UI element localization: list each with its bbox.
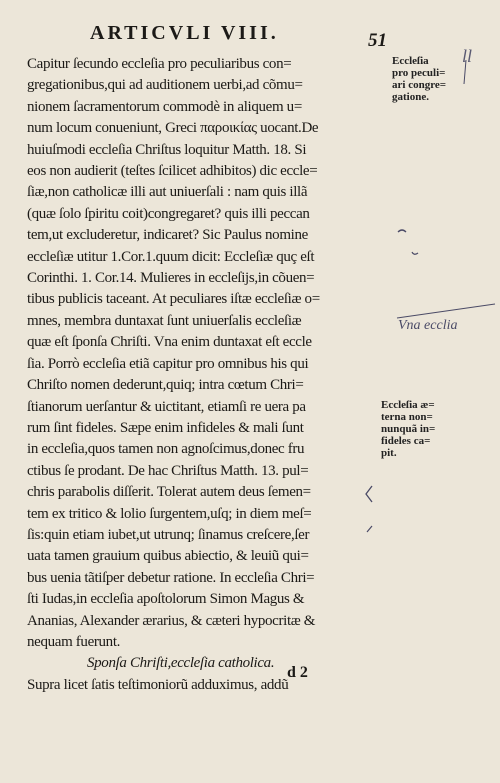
- margin-note-line: terna non=: [381, 411, 433, 423]
- text-line: bus uenia tãtiſper debetur ratione. In eccleſia Chri=: [27, 569, 315, 586]
- text-line: ctibus ſe prodant. De hac Chriſtus Matth. 13. pul=: [27, 462, 309, 479]
- text-line: ſis:quin etiam iubet,ut utrunq; ſinamus creſcere,ſer: [27, 526, 310, 543]
- text-line: Supra licet ſatis teſtimoniorũ adduximus, addũ: [27, 676, 289, 693]
- margin-note-line: pro peculi=: [392, 67, 446, 79]
- text-line: rum ſint fideles. Sæpe enim infideles & mali ſunt: [27, 419, 304, 436]
- text-line: quæ eſt ſponſa Chriſti. Vna enim duntaxat eſt eccle: [27, 334, 312, 351]
- margin-note-line: nunquã in=: [381, 423, 436, 435]
- text-line: huiuſmodi eccleſia Chriſtus loquitur Matth. 18. Si: [27, 141, 307, 158]
- text-line: uata tamen grauium quibus abiectio, & leuiũ qui=: [27, 548, 309, 565]
- text-line: mnes, membra duntaxat ſunt uniuerſalis eccleſiæ: [27, 312, 302, 329]
- handwritten-margin-note: Vna ecclia: [398, 318, 458, 333]
- text-line: nionem ſacramentorum commodè in aliquem u=: [27, 98, 302, 115]
- text-line: Capitur ſecundo eccleſia pro peculiaribus con=: [27, 56, 292, 72]
- handwritten-page-mark: ll: [462, 46, 473, 66]
- text-line: eos non audierit (teſtes ſcilicet adhibitos) dic eccle=: [27, 163, 318, 180]
- text-line: eccleſiæ utitur 1.Cor.1.quum dicit: Eccleſiæ quç eſt: [27, 248, 315, 265]
- ink-tick: [412, 252, 418, 254]
- text-line: num locum conueniunt, Greci παροικίας uocant.De: [27, 120, 319, 137]
- main-text-block: [27, 54, 385, 696]
- margin-note-peculiar-church: [392, 55, 462, 103]
- margin-note-line: ari congre=: [392, 79, 447, 91]
- ink-tick: [398, 230, 406, 232]
- text-line: ſia. Porrò eccleſia etiã capitur pro omnibus his qui: [27, 355, 309, 372]
- text-line: tibus publicis taceant. At peculiares iſtæ eccleſiæ o=: [27, 291, 320, 308]
- text-line: ſiæ,non catholicæ illi aut uniuerſali : nam quis illã: [27, 184, 308, 201]
- margin-note-church-infidels: [381, 399, 453, 459]
- text-line: ſtianorum uerſantur & uictitant, etiamſi re uera pa: [27, 398, 306, 415]
- margin-note-line: pit.: [381, 447, 397, 459]
- signature-mark: d 2: [287, 664, 308, 681]
- text-line: Corinthi. 1. Cor.14. Mulieres in eccleſijs,in cõuen=: [27, 270, 315, 287]
- text-line: nequam fuerunt.: [27, 633, 121, 650]
- ink-tick: [397, 304, 495, 318]
- running-header: ARTICVLI VIII.: [90, 22, 279, 44]
- margin-note-line: gatione.: [392, 91, 429, 103]
- text-line: ſti Iudas,in eccleſia apoſtolorum Simon Magus &: [27, 591, 305, 608]
- text-line: (quæ ſolo ſpiritu coit)congregaret? quis illi peccan: [27, 205, 310, 222]
- margin-note-line: fideles ca=: [381, 435, 431, 447]
- page-number: 51: [368, 30, 387, 51]
- subheading: Sponſa Chriſti,eccleſia catholica.: [87, 655, 275, 672]
- margin-note-line: Eccleſia: [392, 55, 429, 67]
- text-line: tem,ut excluderetur, indicaret? Sic Paulus nomine: [27, 227, 308, 244]
- text-line: Chriſto nomen dederunt,quiq; intra cœtum Chri=: [27, 377, 304, 394]
- text-line: Ananias, Alexander ærarius, & cæteri hypocritæ &: [27, 612, 316, 629]
- text-line: in eccleſia,quos tamen non agnoſcimus,donec fru: [27, 441, 305, 458]
- text-line: gregationibus,qui ad auditionem uerbi,ad cõmu=: [27, 77, 303, 94]
- text-line: chris parabolis diſſerit. Tolerat autem deus ſemen=: [27, 484, 311, 501]
- margin-note-line: Eccleſia æ=: [381, 399, 435, 411]
- text-line: tem ex tritico & lolio ſurgentem,uſq; in diem meſ=: [27, 505, 312, 522]
